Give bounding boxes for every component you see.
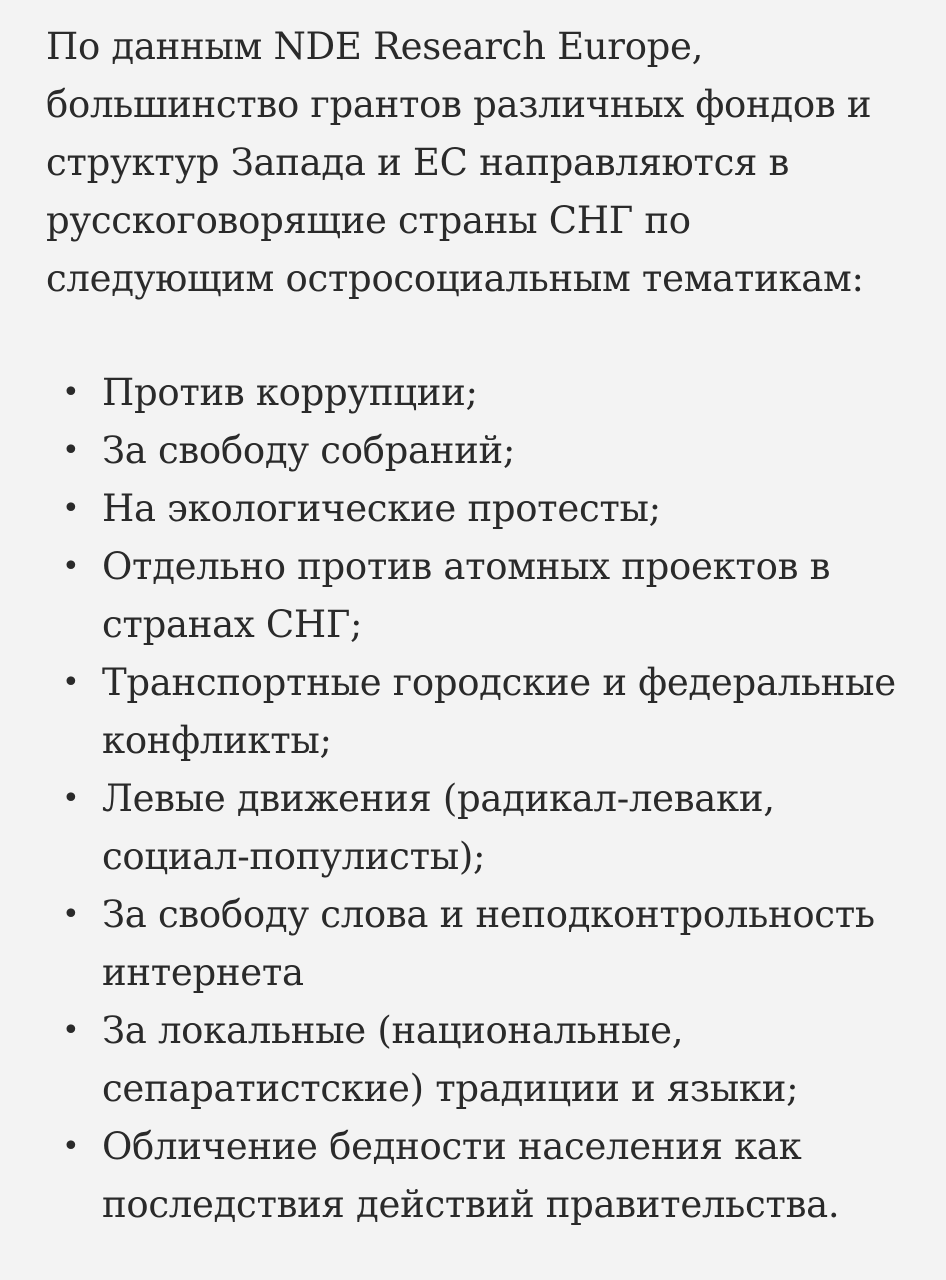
- bullet-icon: •: [62, 665, 80, 700]
- topic-text: Против коррупции;: [102, 371, 478, 414]
- list-item: [46, 538, 932, 654]
- topic-text: На экологические протесты;: [102, 487, 661, 530]
- list-item: [46, 770, 932, 886]
- list-item: [46, 364, 932, 422]
- bullet-icon: •: [62, 781, 80, 816]
- topic-text: Транспортные городские и федеральные конфликты;: [102, 661, 896, 762]
- bullet-icon: •: [62, 433, 80, 468]
- list-item: [46, 480, 932, 538]
- topic-list: [46, 364, 926, 1234]
- list-item: [46, 886, 932, 1002]
- topic-text: За свободу слова и неподконтрольность интернета: [102, 893, 875, 994]
- bullet-icon: •: [62, 491, 80, 526]
- topic-text: За свободу собраний;: [102, 429, 516, 472]
- bullet-icon: •: [62, 549, 80, 584]
- bullet-icon: •: [62, 1013, 80, 1048]
- topic-text: Обличение бедности населения как последствия действий правительства.: [102, 1125, 840, 1226]
- bullet-icon: •: [62, 897, 80, 932]
- list-item: [46, 1002, 932, 1118]
- intro-paragraph: По данным NDE Research Europe, большинство грантов различных фондов и структур Запада и ЕС направляются в русскоговорящие страны СНГ по следующим остросоциальным тематикам:: [46, 25, 872, 300]
- list-item: [46, 654, 932, 770]
- topic-text: Левые движения (радикал-леваки, социал-популисты);: [102, 777, 775, 878]
- bullet-icon: •: [62, 375, 80, 410]
- list-item: [46, 422, 932, 480]
- topic-text: Отдельно против атомных проектов в странах СНГ;: [102, 545, 831, 646]
- topic-text: За локальные (национальные, сепаратистские) традиции и языки;: [102, 1009, 799, 1110]
- bullet-icon: •: [62, 1129, 80, 1164]
- list-item: [46, 1118, 932, 1234]
- article-body: [46, 18, 926, 1234]
